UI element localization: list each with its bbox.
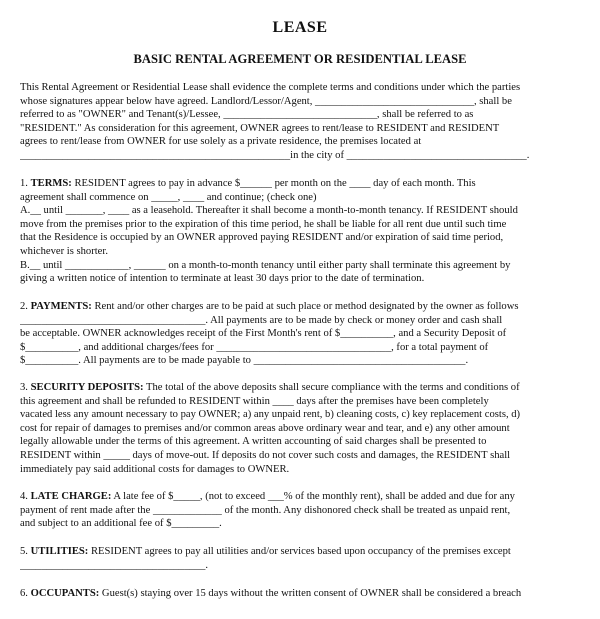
section-utilities <box>20 545 580 572</box>
section-line: be acceptable. OWNER acknowledges receipt of the First Month's rent of $__________, and a Security Deposit of <box>20 328 507 340</box>
section-line: ___________________________________. All payments are to be made by check or money order and cash shall <box>20 314 503 326</box>
section-late-charge <box>20 490 580 531</box>
section-number: 2. <box>20 301 28 312</box>
section-line: payment of rent made after the _____________ of the month. Any dishonored check shall be treated as unpaid rent, <box>20 504 511 516</box>
section-terms <box>20 177 580 286</box>
intro-paragraph <box>20 81 580 163</box>
section-heading: LATE CHARGE: <box>30 491 112 502</box>
section-heading: UTILITIES: <box>30 546 89 557</box>
section-line: move from the premises prior to the expiration of this time period, he shall be liable for all rent due until such time <box>20 218 507 230</box>
section-line: giving a written notice of intention to terminate at least 30 days prior to the date of termination. <box>20 273 425 285</box>
section-line: Rent and/or other charges are to be paid at such place or method designated by the owner as follows <box>91 301 519 312</box>
section-heading: SECURITY DEPOSITS: <box>30 382 144 393</box>
intro-line: whose signatures appear below have agreed. Landlord/Lessor/Agent, ______________________________, shall be <box>20 95 512 107</box>
section-line: that the Residence is occupied by an OWNER approved paying RESIDENT and/or expiration of said time period, <box>20 232 504 244</box>
section-line: Guest(s) staying over 15 days without the written consent of OWNER shall be considered a breach <box>99 588 522 599</box>
section-line: immediately pay said additional costs for damages to OWNER. <box>20 463 290 475</box>
intro-line: This Rental Agreement or Residential Lease shall evidence the complete terms and conditions under which the parties <box>20 82 521 93</box>
section-heading: PAYMENTS: <box>30 301 92 312</box>
section-line: legally allowable under the terms of this agreement. A written accounting of said charges shall be presented to <box>20 436 487 448</box>
section-line: A.__ until _______, ____ as a leasehold. Thereafter it shall become a month-to-month tenancy. If RESIDENT should <box>20 205 518 217</box>
section-line: vacated less any amount necessary to pay OWNER; a) any unpaid rent, b) cleaning costs, c) key replacement costs, d) <box>20 409 521 421</box>
section-line: RESIDENT within _____ days of move-out. If deposits do not cover such costs and damages, the RESIDENT shall <box>20 449 511 461</box>
section-heading: OCCUPANTS: <box>30 588 100 599</box>
document-subtitle: BASIC RENTAL AGREEMENT OR RESIDENTIAL LEASE <box>133 52 467 66</box>
document-title: LEASE <box>272 19 328 36</box>
section-number: 1. <box>20 178 28 189</box>
intro-line: referred to as "OWNER" and Tenant(s)/Lessee, _____________________________, shall be referred to as <box>20 109 474 121</box>
section-line: $__________. All payments are to be made payable to ________________________________________. <box>20 355 469 367</box>
section-line: $__________, and additional charges/fees for _________________________________, for a total payment of <box>20 341 489 353</box>
section-number: 5. <box>20 546 28 557</box>
section-line: The total of the above deposits shall secure compliance with the terms and conditions of <box>143 382 520 393</box>
section-line: and subject to an additional fee of $_________. <box>20 518 222 530</box>
intro-line: agrees to rent/lease from OWNER for use solely as a private residence, the premises located at <box>20 136 422 148</box>
section-payments <box>20 300 580 368</box>
section-line: B.__ until ____________, ______ on a month-to-month tenancy until either party shall terminate this agreement by <box>20 259 511 271</box>
section-line: RESIDENT agrees to pay all utilities and/or services based upon occupancy of the premises except <box>88 546 511 557</box>
section-number: 6. <box>20 588 28 599</box>
section-line: whichever is shorter. <box>20 245 108 257</box>
section-occupants <box>20 587 580 601</box>
section-line: cost for repair of damages to premises and/or common areas above ordinary wear and tear, and e) any other amount <box>20 422 510 434</box>
section-line: ___________________________________. <box>20 559 209 571</box>
section-heading: TERMS: <box>30 178 72 189</box>
section-line: this agreement and shall be refunded to RESIDENT within ____ days after the premises have been completely <box>20 395 489 407</box>
section-security-deposits <box>20 381 580 476</box>
section-line: RESIDENT agrees to pay in advance $______ per month on the ____ day of each month. This <box>71 178 476 189</box>
section-line: agreement shall commence on _____, ____ and continue; (check one) <box>20 191 317 203</box>
section-number: 3. <box>20 382 28 393</box>
section-line: A late fee of $_____, (not to exceed ___% of the monthly rent), shall be added and due for any <box>111 491 515 502</box>
section-number: 4. <box>20 491 28 502</box>
intro-line: ___________________________________________________in the city of __________________________________. <box>20 149 530 161</box>
intro-line: "RESIDENT." As consideration for this agreement, OWNER agrees to rent/lease to RESIDENT and RESIDENT <box>20 122 500 134</box>
